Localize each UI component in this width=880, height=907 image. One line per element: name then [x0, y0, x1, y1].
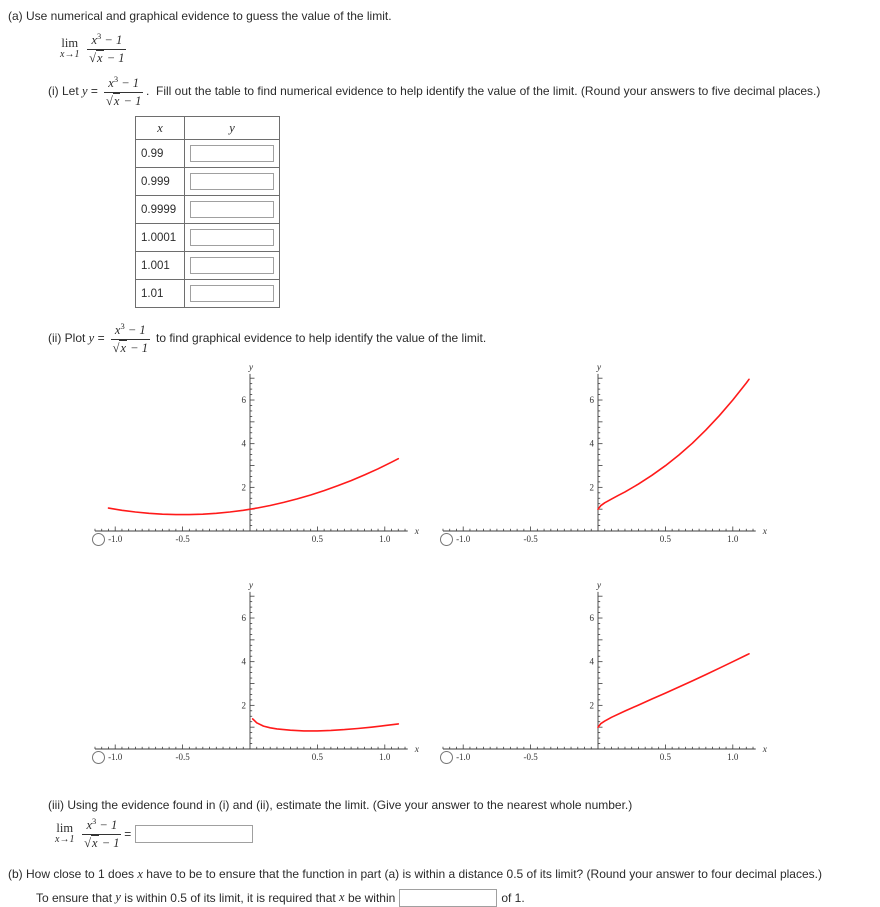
x-value: 0.999	[136, 168, 185, 196]
lim-word: lim	[61, 35, 79, 50]
table-row	[136, 196, 280, 224]
plot-bottom-left	[90, 581, 422, 781]
part-i-prefix: (i) Let	[48, 84, 83, 99]
svg-text:-0.5: -0.5	[523, 533, 538, 544]
part-b-heading	[8, 866, 872, 883]
x-value: 1.0001	[136, 224, 185, 252]
svg-text:-1.0: -1.0	[456, 533, 471, 544]
numerator-variable: x	[108, 76, 114, 91]
radicand: x	[113, 93, 120, 108]
svg-text:-0.5: -0.5	[175, 533, 190, 544]
plot-select-radio[interactable]	[440, 533, 453, 546]
svg-text:x: x	[414, 744, 419, 755]
plot-option-top-right	[438, 363, 770, 563]
fraction	[87, 32, 126, 65]
question-page	[8, 8, 872, 907]
part-b-answer-suffix: of 1.	[501, 890, 525, 905]
svg-text:x: x	[762, 744, 767, 755]
column-header-x: x	[136, 117, 185, 140]
part-iii-answer-row	[55, 817, 872, 850]
main-limit-expression	[60, 32, 872, 65]
svg-text:4: 4	[241, 438, 246, 449]
limit-operator	[60, 37, 79, 61]
y-value-input[interactable]	[190, 229, 274, 246]
y-variable: y	[82, 84, 88, 99]
svg-text:2: 2	[589, 700, 594, 711]
radical-icon: √	[105, 93, 113, 108]
part-i-instruction	[48, 75, 872, 108]
radical-icon: √	[112, 340, 120, 355]
numerator-variable: x	[114, 323, 121, 338]
part-i-equals: =	[87, 84, 102, 99]
svg-text:x: x	[762, 526, 767, 537]
delta-answer-input[interactable]	[399, 889, 497, 907]
numerator-variable: x	[86, 818, 93, 833]
part-i-suffix: . Fill out the table to find numerical evidence to help identify the value of the limit. (Round your answers to five decimal places.)	[146, 84, 821, 99]
x-value: 1.01	[136, 280, 185, 308]
plot-top-left	[90, 363, 422, 563]
svg-text:-1.0: -1.0	[108, 533, 123, 544]
y-variable: y	[88, 331, 95, 346]
svg-text:0.5: 0.5	[311, 751, 324, 762]
radical-icon: √	[89, 50, 97, 65]
part-ii-instruction	[48, 322, 872, 355]
numerator-variable: x	[91, 33, 98, 48]
svg-text:1.0: 1.0	[379, 533, 391, 544]
svg-text:6: 6	[241, 612, 246, 623]
svg-text:6: 6	[241, 394, 246, 405]
table-row	[136, 252, 280, 280]
radical-icon: √	[84, 835, 92, 850]
table-row	[136, 224, 280, 252]
svg-text:0.5: 0.5	[659, 533, 672, 544]
plot-option-bottom-left	[90, 581, 422, 781]
limit-operator	[55, 822, 74, 846]
plot-option-top-left	[90, 363, 422, 563]
denominator-rest: − 1	[127, 340, 148, 355]
table-row	[136, 140, 280, 168]
x-value: 0.9999	[136, 196, 185, 224]
numerator-exponent: 3	[92, 816, 97, 827]
svg-text:y: y	[596, 362, 602, 373]
svg-text:4: 4	[589, 438, 594, 449]
fraction	[104, 75, 143, 108]
svg-text:x: x	[414, 526, 419, 537]
x-variable: x	[339, 890, 345, 905]
radicand: x	[120, 340, 127, 355]
equals-sign: =	[124, 826, 132, 841]
limit-approach: x→1	[60, 48, 80, 60]
numerator-rest: − 1	[96, 818, 118, 833]
plot-select-radio[interactable]	[92, 751, 105, 764]
part-ii-equals: =	[94, 331, 108, 346]
y-variable: y	[115, 890, 121, 905]
radicand: x	[97, 50, 103, 65]
plot-select-radio[interactable]	[92, 533, 105, 546]
table-row	[136, 280, 280, 308]
y-value-input[interactable]	[190, 145, 274, 162]
numerator-rest: − 1	[101, 33, 123, 48]
svg-text:0.5: 0.5	[659, 751, 672, 762]
part-b-answer-text: is within 0.5 of its limit, it is required that	[120, 890, 340, 905]
part-b-answer-text: To ensure that	[36, 890, 116, 905]
y-value-input[interactable]	[190, 173, 274, 190]
svg-text:2: 2	[589, 482, 594, 493]
y-value-input[interactable]	[190, 285, 274, 302]
svg-text:-1.0: -1.0	[108, 751, 123, 762]
svg-text:4: 4	[589, 656, 594, 667]
x-value: 1.001	[136, 252, 185, 280]
svg-text:1.0: 1.0	[379, 751, 391, 762]
denominator-rest: − 1	[120, 93, 142, 108]
svg-text:-0.5: -0.5	[523, 751, 538, 762]
svg-text:1.0: 1.0	[727, 533, 739, 544]
part-b-answer-line	[36, 889, 872, 907]
svg-text:2: 2	[241, 482, 246, 493]
numerator-exponent: 3	[97, 31, 102, 42]
part-b-answer-text: be within	[344, 890, 396, 905]
plot-top-right	[438, 363, 770, 563]
table-row	[136, 168, 280, 196]
numerator-exponent: 3	[120, 321, 125, 331]
numerator-rest: − 1	[124, 323, 146, 338]
part-b-text: have to be to ensure that the function in part (a) is within a distance 0.5 of its limit? (Round your answer to four decimal places.)	[142, 867, 822, 881]
values-table	[135, 116, 280, 308]
fraction	[111, 322, 150, 355]
svg-text:-1.0: -1.0	[456, 751, 471, 762]
svg-text:y: y	[248, 580, 254, 591]
svg-text:y: y	[248, 362, 254, 373]
radicand: x	[92, 835, 98, 850]
limit-answer-input[interactable]	[135, 825, 253, 843]
plot-select-radio[interactable]	[440, 751, 453, 764]
y-value-input[interactable]	[190, 201, 274, 218]
lim-word: lim	[56, 820, 74, 835]
svg-text:y: y	[596, 580, 602, 591]
svg-text:6: 6	[589, 612, 594, 623]
svg-text:6: 6	[589, 394, 594, 405]
denominator-rest: − 1	[98, 835, 120, 850]
part-ii-prefix: (ii) Plot	[48, 331, 89, 346]
plot-options-grid	[90, 363, 872, 781]
fraction-denominator	[89, 50, 124, 65]
plot-option-bottom-right	[438, 581, 770, 781]
numerator-rest: − 1	[118, 76, 140, 91]
x-variable: x	[137, 867, 143, 881]
y-value-input[interactable]	[190, 257, 274, 274]
part-ii-suffix: to find graphical evidence to help identify the value of the limit.	[152, 331, 487, 346]
svg-text:0.5: 0.5	[311, 533, 324, 544]
part-b-text: (b) How close to 1 does	[8, 867, 138, 881]
column-header-y: y	[185, 117, 280, 140]
limit-approach: x→1	[55, 833, 75, 845]
numerator-exponent: 3	[113, 74, 119, 85]
x-value: 0.99	[136, 140, 185, 168]
svg-text:-0.5: -0.5	[175, 751, 190, 762]
svg-text:2: 2	[241, 700, 246, 711]
part-iii-instruction: (iii) Using the evidence found in (i) and (ii), estimate the limit. (Give your answer to the nearest whole number.)	[48, 797, 633, 812]
part-a-heading: (a) Use numerical and graphical evidence to guess the value of the limit.	[8, 9, 392, 23]
plot-bottom-right	[438, 581, 770, 781]
svg-text:4: 4	[241, 656, 246, 667]
fraction-numerator	[87, 32, 126, 50]
fraction	[82, 817, 121, 850]
denominator-rest: − 1	[103, 50, 125, 65]
svg-text:1.0: 1.0	[727, 751, 739, 762]
